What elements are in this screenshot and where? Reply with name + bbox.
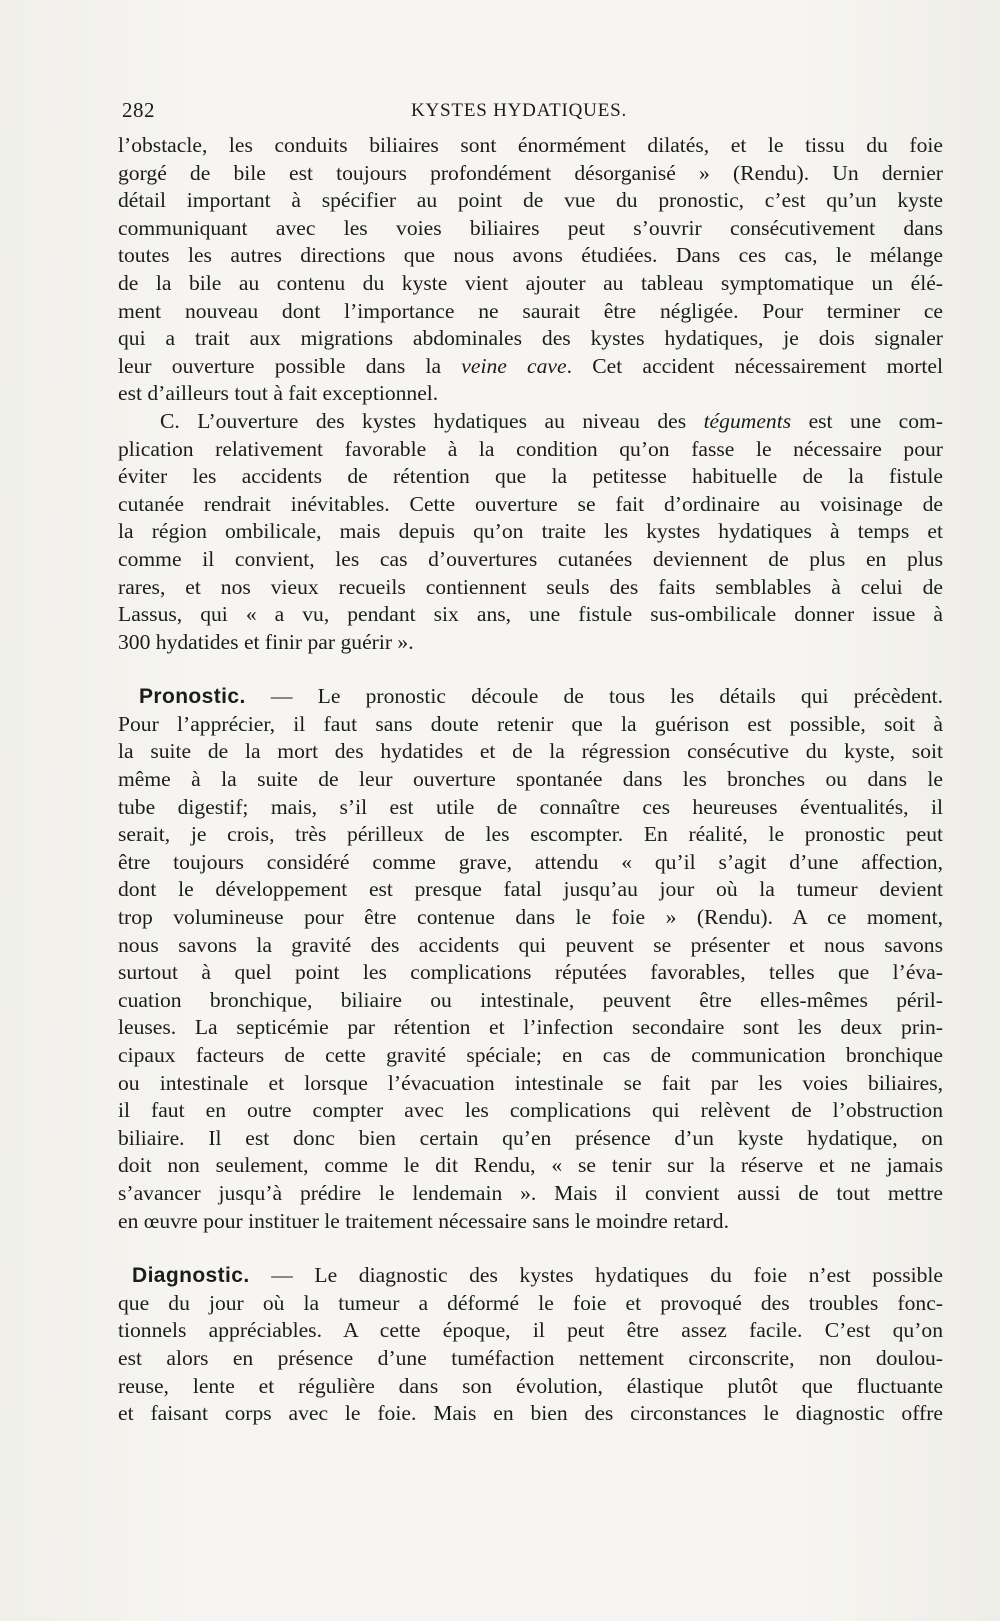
text-line: en œuvre pour instituer le traitement nécessaire sans le moindre retard.: [118, 1208, 729, 1233]
text-line: détail important à spécifier au point de vue du pronostic, c’est qu’un kyste: [118, 188, 943, 213]
text-line: Lassus, qui « a vu, pendant six ans, une fistule sus-ombilicale donner issue à: [118, 602, 943, 627]
text-line: l’obstacle, les conduits biliaires sont énormément dilatés, et le tissu du foie: [118, 133, 943, 157]
text-line: de la bile au contenu du kyste vient ajouter au tableau symptomatique un élé-: [118, 270, 943, 295]
text-line: plication relativement favorable à la condition qu’on fasse le nécessaire pour: [118, 436, 943, 461]
text-line: [118, 1262, 943, 1290]
text-line: est d’ailleurs tout à fait exceptionnel.: [118, 381, 439, 406]
text-line: la région ombilicale, mais depuis qu’on traite les kystes hydatiques à temps et: [118, 519, 943, 544]
page-header: [118, 98, 943, 128]
text-line: cuation bronchique, biliaire ou intestinale, peuvent être elles-mêmes péril-: [118, 987, 943, 1012]
text-fragment: — Le pronostic découle de tous les détails qui précèdent.: [245, 684, 943, 709]
text-line: être toujours considéré comme grave, attendu « qu’il s’agit d’une affection,: [118, 849, 943, 874]
text-fragment: C. L’ouverture des kystes hydatiques au niveau des: [160, 408, 704, 433]
text-line: nous savons la gravité des accidents qui peuvent se présenter et nous savons: [118, 932, 943, 957]
paragraph-rendu-biliary: [118, 132, 943, 408]
italic-term: téguments: [703, 408, 792, 433]
text-line: la suite de la mort des hydatides et de la régression consécutive du kyste, soit: [118, 739, 943, 764]
paragraph-teguments: [118, 408, 943, 656]
section-heading-pronostic: Pronostic.: [139, 685, 246, 709]
text-line: que du jour où la tumeur a déformé le foie et provoqué des troubles fonc-: [118, 1290, 943, 1315]
text-line: éviter les accidents de rétention que la petitesse habituelle de la fistule: [118, 464, 943, 489]
text-line: gorgé de bile est toujours profondément désorganisé » (Rendu). Un dernier: [118, 160, 943, 185]
text-line: trop volumineuse pour être contenue dans le foie » (Rendu). A ce moment,: [118, 905, 943, 930]
section-pronostic: [118, 683, 943, 1235]
text-line: est alors en présence d’une tuméfaction nettement circonscrite, non doulou-: [118, 1345, 943, 1370]
running-title: KYSTES HYDATIQUES.: [411, 100, 628, 121]
text-line: tube digestif; mais, s’il est utile de connaître ces heureuses éventualités, il: [118, 794, 943, 819]
section-heading-diagnostic: Diagnostic.: [132, 1264, 250, 1288]
text-line: [118, 408, 943, 436]
text-line: comme il convient, les cas d’ouvertures cutanées deviennent de plus en plus: [118, 546, 943, 571]
text-line: il faut en outre compter avec les complications qui relèvent de l’obstruction: [118, 1098, 943, 1123]
section-diagnostic: [118, 1262, 943, 1428]
text-line: reuse, lente et régulière dans son évolution, élastique plutôt que fluctuante: [118, 1373, 943, 1398]
text-line: toutes les autres directions que nous avons étudiées. Dans ces cas, le mélange: [118, 243, 943, 268]
text-fragment: leur ouverture possible dans la: [118, 353, 462, 378]
text-line: tionnels appréciables. A cette époque, il peut être assez facile. C’est qu’on: [118, 1318, 943, 1343]
text-line: s’avancer jusqu’à prédire le lendemain ». Mais il convient aussi de tout mettre: [118, 1180, 943, 1205]
text-line: cutanée rendrait inévitables. Cette ouverture se fait d’ordinaire au voisinage de: [118, 491, 943, 516]
text-line: communiquant avec les voies biliaires peut s’ouvrir consécutivement dans: [118, 215, 943, 240]
text-line: Pour l’apprécier, il faut sans doute retenir que la guérison est possible, soit à: [118, 711, 943, 736]
text-line: serait, je crois, très périlleux de les escompter. En réalité, le pronostic peut: [118, 822, 943, 847]
text-line: biliaire. Il est donc bien certain qu’en présence d’un kyste hydatique, on: [118, 1125, 943, 1150]
text-line: leuses. La septicémie par rétention et l’infection secondaire sont les deux prin-: [118, 1015, 943, 1040]
text-line: qui a trait aux migrations abdominales des kystes hydatiques, je dois signaler: [118, 326, 943, 351]
italic-term: veine cave: [461, 353, 567, 378]
page-body: [118, 132, 943, 1428]
text-line: rares, et nos vieux recueils contiennent seuls des faits semblables à celui de: [118, 574, 943, 599]
text-line: ment nouveau dont l’importance ne saurait être négligée. Pour terminer ce: [118, 298, 943, 323]
text-line: [118, 353, 943, 381]
text-fragment: est une com-: [791, 408, 943, 433]
text-line: même à la suite de leur ouverture spontanée dans les bronches ou dans le: [118, 767, 943, 792]
text-fragment: . Cet accident nécessairement mortel: [566, 353, 944, 378]
section-spacer: [118, 1235, 943, 1262]
text-line: [118, 683, 943, 711]
text-line: ou intestinale et lorsque l’évacuation intestinale se fait par les voies biliaires,: [118, 1070, 943, 1095]
text-line: 300 hydatides et finir par guérir ».: [118, 629, 414, 654]
text-line: doit non seulement, comme le dit Rendu, « se tenir sur la réserve et ne jamais: [118, 1153, 943, 1178]
text-line: cipaux facteurs de cette gravité spéciale; en cas de communication bronchique: [118, 1043, 943, 1067]
page-number: 282: [122, 98, 155, 122]
text-line: et faisant corps avec le foie. Mais en bien des circonstances le diagnostic offre: [118, 1401, 943, 1426]
text-fragment: — Le diagnostic des kystes hydatiques du foie n’est possible: [249, 1263, 943, 1288]
section-spacer: [118, 656, 943, 683]
text-line: surtout à quel point les complications réputées favorables, telles que l’éva-: [118, 960, 943, 985]
text-line: dont le développement est presque fatal jusqu’au jour où la tumeur devient: [118, 877, 943, 902]
